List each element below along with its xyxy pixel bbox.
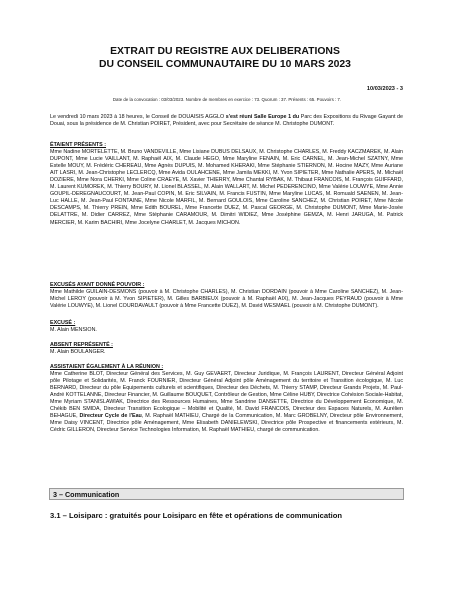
deliberation-reference: 10/03/2023 - 3 xyxy=(366,86,403,92)
assistent-text-b: , M. Raphaël MATHIEU, Chargé de la Communication, M. Marc GROBELNY, Directeur pôle Environnement, Mme Daisy VINCENT, Directrice pôle Aménagement, Mme Elisabeth DANIELEWSKI, Directrice pôle Prospective et financements extérieurs, M. Cédric GILLERON, Directeur Service Technologies Information, M. Raphaël MATHIEU, chargé de communication. xyxy=(50,413,404,434)
title-line-1: EXTRAIT DU REGISTRE AUX DELIBERATIONS xyxy=(110,46,340,57)
intro-text-a: Le vendredi 10 mars 2023 à 18 heures, le Conseil de DOUAISIS AGGLO xyxy=(50,114,226,120)
presents-block xyxy=(50,142,403,227)
excuse-list: M. Alain MENSION. xyxy=(50,327,97,334)
absent-block xyxy=(50,342,403,356)
document-title xyxy=(0,46,450,71)
excuses-pouvoir-list: Mme Mathilde GUILAIN-DESMONS (pouvoir à M. Christophe CHARLES), M. Christian DORDAIN (pouvoir à Mme Caroline SANCHEZ), M. Jean-Michel LEROY (pouvoir à M. Yvon SIPIETER), M. Gilles BARBIEUX (pouvoir à M. Raphaël AIX), M. Jean-Jacques PEYRAUD (pouvoir à Mme Valérie LOUWYE), M. Lionel COURDAVAULT (pouvoir à Mme Francette DUEZ), M. David WESMAEL (pouvoir à M. Christophe DUMONT). xyxy=(50,289,403,310)
assistent-block xyxy=(50,364,403,434)
intro-paragraph xyxy=(50,114,403,128)
absent-list: M. Alain BOULANGER. xyxy=(50,349,106,356)
absent-label: ABSENT REPRÉSENTÉ : xyxy=(50,342,113,348)
title-line-2: DU CONSEIL COMMUNAUTAIRE DU 10 MARS 2023 xyxy=(99,58,351,70)
excuse-block xyxy=(50,320,403,334)
assistent-text-a: Mme Catherine BLOT, Directeur Général des Services, M. Guy GEVAERT, Directeur Juridique, M. François LAURENT, Directeur Général Adjoint pôle Pilotage et Solidarités, M. Franck FOURNIER, Directeur Général Adjoint pôle Aménagement du territoire et Transition écologique, M. Luc BERNARD, Directeur du pôle Equipements culturels et scientifiques, Directeur des Déchets, M. Thierry STAMP, Directeur Grands Projets, M. Paul-André KOTTELANNE, Directeur Financier, M. Guillaume BOUQUET, Contrôleur de Gestion, Mme Céline HUBY, Directrice Cohésion Sociale-Habitat, Mme Myriam STANISLAWIAK, Directrice des Ressources Humaines, Mme Sandrine DANSETTE, Directrice du Développement Economique, M. Chékib BEN SMIDA, Directeur Transition Ecologique – Mobilité et Qualité, M. David FRANCOIS, Directeur des Espaces Naturels, M. Aurélien BEHAGUE, xyxy=(50,371,403,420)
section-heading: 3 – Communication xyxy=(49,488,404,500)
excuses-pouvoir-label: EXCUSÉS AYANT DONNÉ POUVOIR : xyxy=(50,282,145,288)
assistent-label: ASSISTAIENT ÉGALEMENT À LA RÉUNION : xyxy=(50,364,164,370)
convocation-details: Date de la convocation : 03/03/2023. Nombre de membres en exercice : 73. Quorum : 37. Présents : 65. Pouvoirs : 7. xyxy=(112,97,342,102)
excuse-label: EXCUSÉ : xyxy=(50,320,76,326)
excuses-pouvoir-block xyxy=(50,282,403,310)
intro-text-bold: s'est réuni Salle Europe 1 du xyxy=(225,114,300,120)
presents-list: Mme Nadine MORTELETTE, M. Bruno VANDEVILLE, Mme Lisiane DUBUS DELSAUX, M. Christophe CHARLES, M. Freddy KACZMAREK, M. Alain DUPONT, Mme Lucie VAILLANT, M. Raphaël AIX, M. Claude HEGO, Mme Maryline FENAIN, M. Eric CARNEL, M. Jean-Michel SZATNY, Mme Estelle MOUY, M. Frédéric CHEREAU, Mme Agnès DUPUIS, M. Mohamed KHERAKI, Mme Stéphanie STIERNON, M. Hocine MAZY, Mme Auriane AIT LASRI, M. Jean-Christophe LECLERCQ, Mme Avida OULAHCENE, Mme Jamila MEKKI, M. Yvon SIPIETER, Mme Nathalie APERS, M. Michaël DOZIERE, Mme Nora CHERKI, Mme Coline CRAEYE, M. Xavier THIERRY, Mme Chantal RYBAK, M. Thibaut FRANCOIS, M. François GUIFFARD, M. Laurent KUMOREK, M. Thierry BOURY, M. Lionel BLASSEL, M. Alain WALLART, M. Michel PEDERENCINO, Mme Valérie LOUWYE, Mme Annie GOUPIL-DEREGNAUCOURT, M. Jean-Paul COPIN, M. Eric SILVAIN, M. Francis FUSTIN, Mme Maryline LUCAS, M. Romuald SAENEN, M. Jean-Luc HALLE, M. Jean-Paul FONTAINE, Mme Nicole MARFIL, M. Bernard GOULOIS, Mme Caroline SANCHEZ, M. Christian POIRET, Mme Nicole DESCAMPS, M. Thierry PREIN, Mme Edith BOUREL, Mme Francette DUEZ, M. Pascal GEORGE, M. Christophe DUMONT, Mme Marie-Josée DELATTRE, M. Didier CARREZ, Mme Stéphanie CARAMOUR, M. Dimitri WIDIEZ, Mme Joséphine GEMZA, M. Henri JARUGA, M. Patrick MERCIER, M. Karim BACHIRI, Mme Jocelyne CHARLET, M. Jacques MICHON. xyxy=(50,149,403,226)
assistent-text-bold: Directeur Cycle de l'Eau xyxy=(79,413,142,420)
subsection-heading: 3.1 – Loisiparc : gratuités pour Loisiparc en fête et opérations de communication xyxy=(50,511,342,520)
presents-label: ÉTAIENT PRÉSENTS : xyxy=(50,142,107,148)
intro-text-b: Parc des Expositions du Rivage Gayant de Douai, sous la présidence de M. Christian POIRET, Président, avec pour Secrétaire de séance M. Christophe DUMONT. xyxy=(50,114,404,128)
